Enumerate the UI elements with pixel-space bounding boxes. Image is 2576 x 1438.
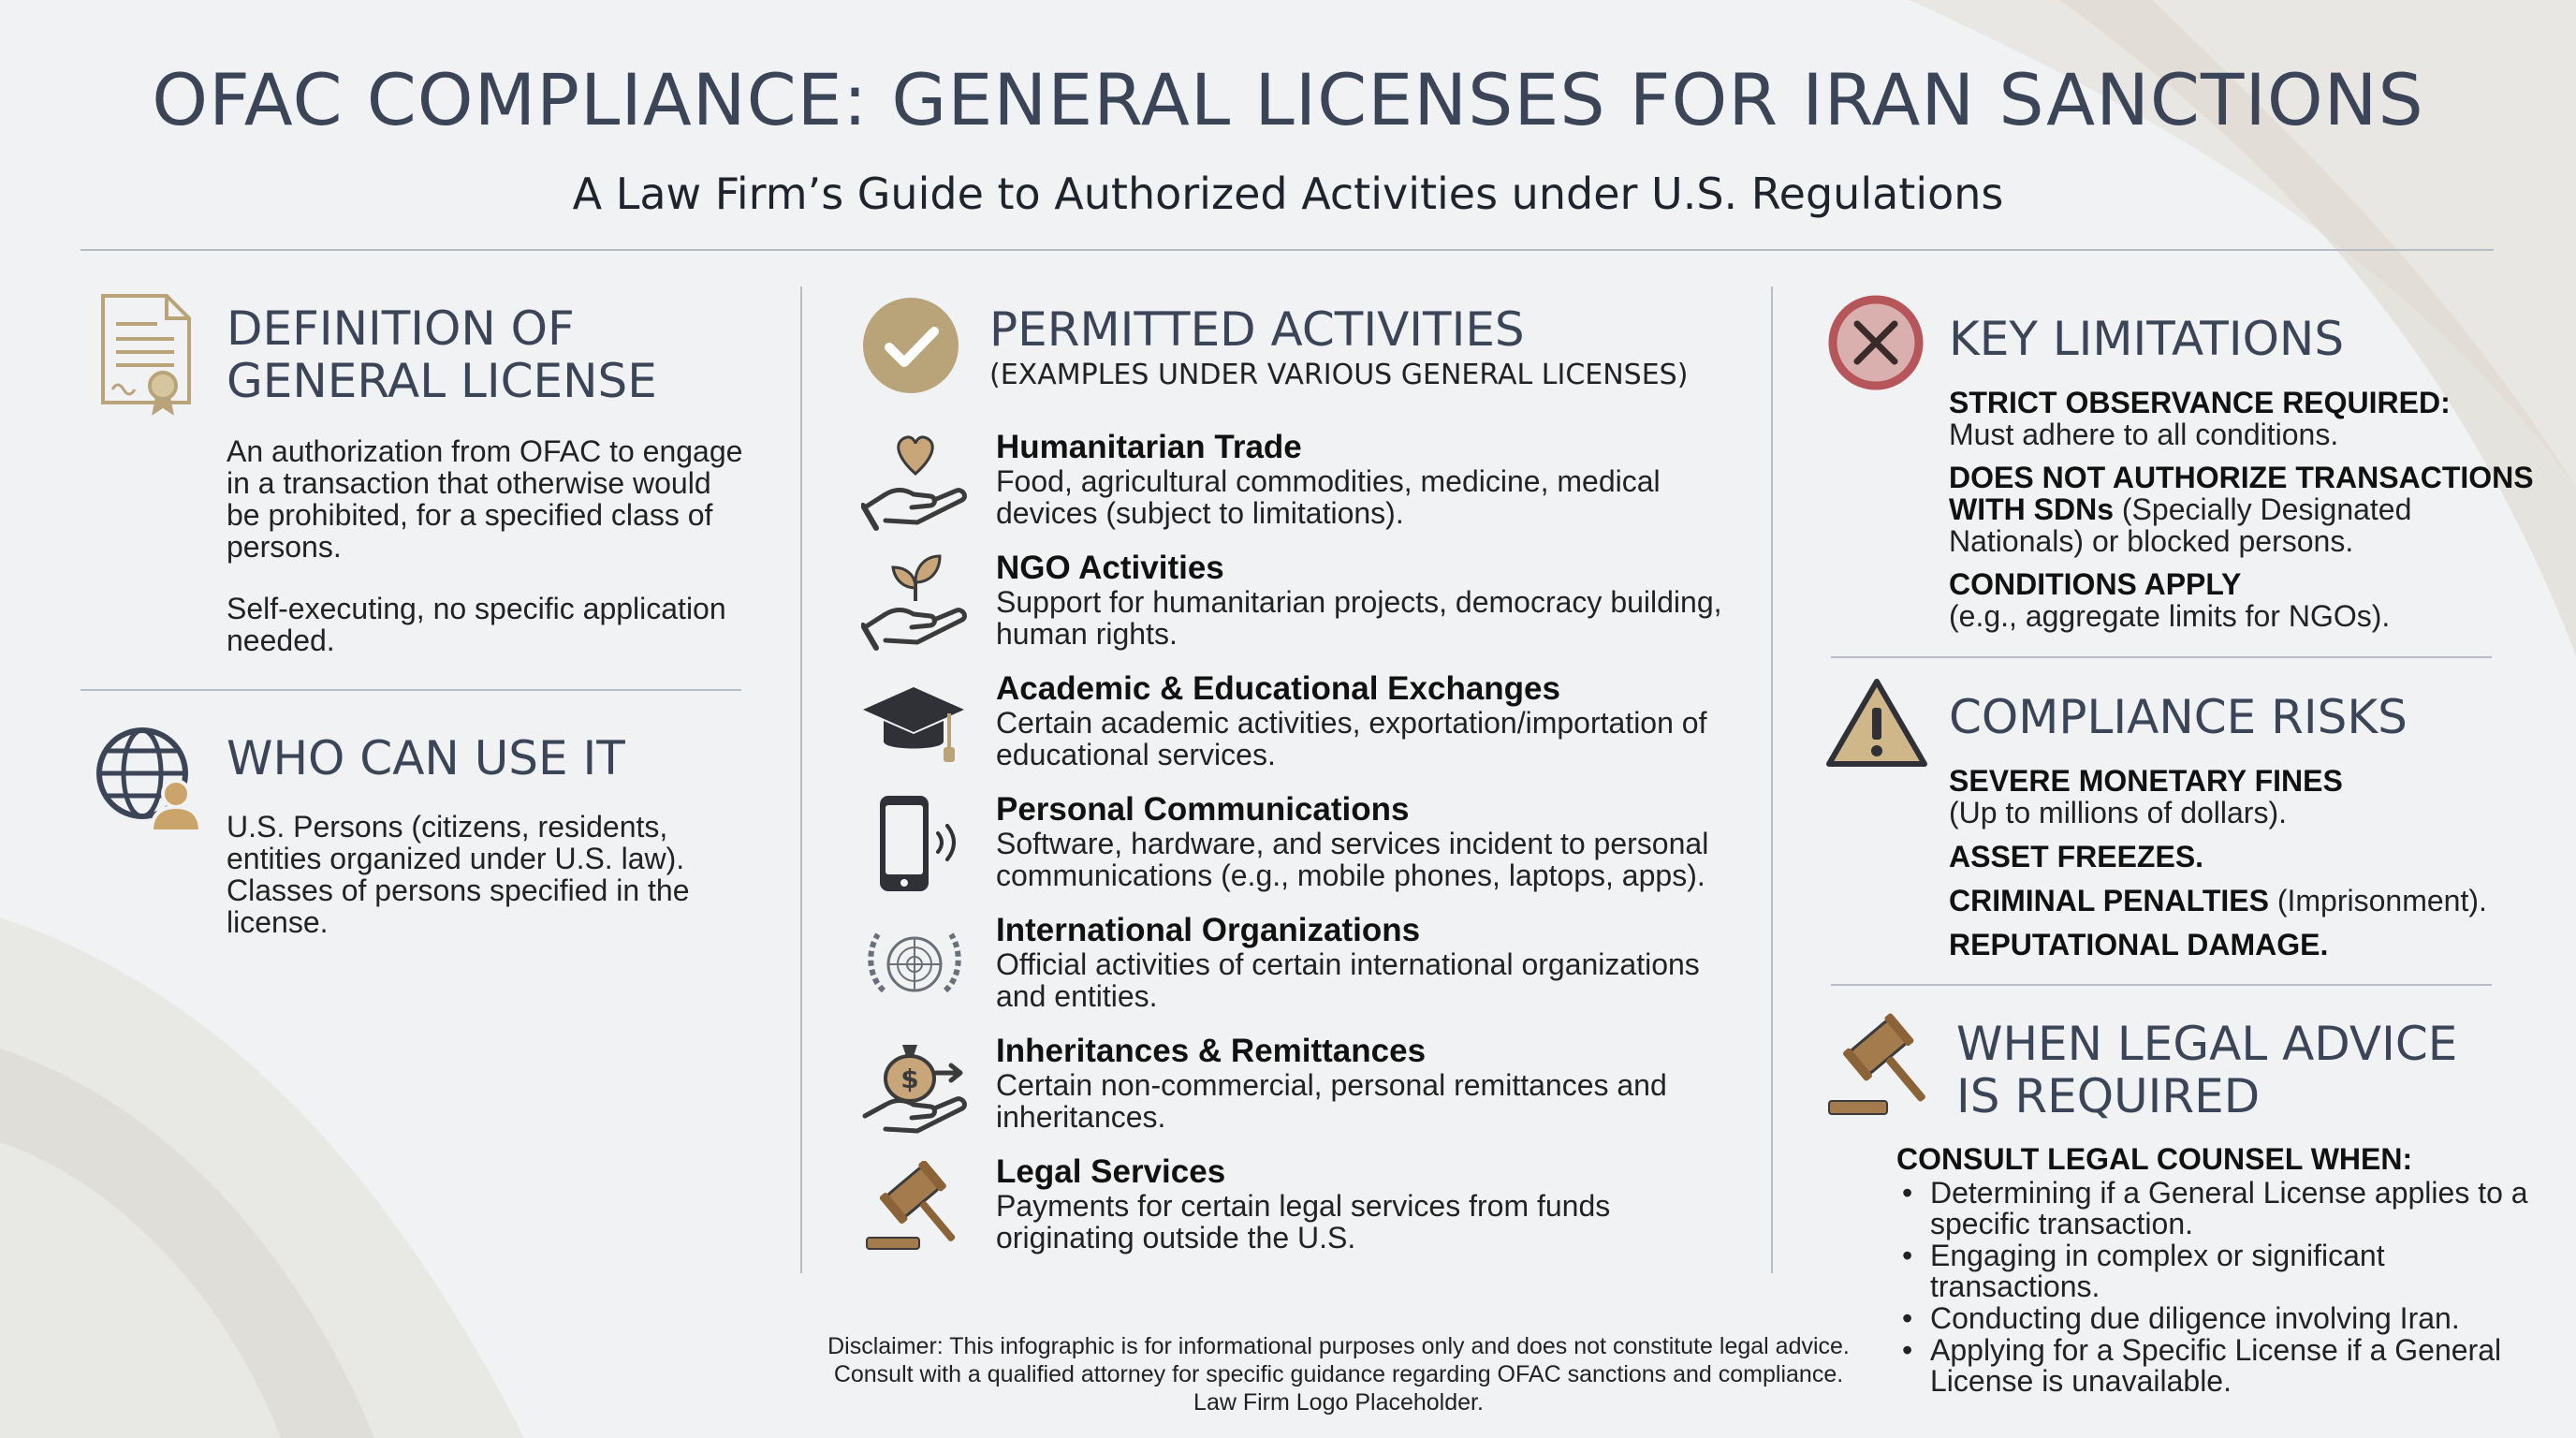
- hand-sprout-icon: [861, 552, 970, 652]
- who-title: WHO CAN USE IT: [227, 731, 625, 785]
- limitation-text: (e.g., aggregate limits for NGOs).: [1949, 599, 2391, 633]
- risk-text: (Imprisonment).: [2268, 884, 2487, 917]
- svg-text:$: $: [900, 1064, 919, 1094]
- activity-title: NGO Activities: [996, 550, 1224, 586]
- risk-text: (Up to millions of dollars).: [1949, 796, 2287, 829]
- checkmark-circle-icon: [861, 296, 960, 395]
- activity-title: Personal Communications: [996, 791, 1410, 828]
- risk-heading: CRIMINAL PENALTIES: [1949, 884, 2269, 917]
- definition-title: [227, 302, 657, 407]
- un-emblem-icon: [863, 921, 966, 1007]
- activity-description: Payments for certain legal services from funds originating outside the U.S.: [996, 1189, 1611, 1255]
- graduation-cap-icon: [859, 682, 968, 766]
- activity-item: [996, 1154, 1745, 1254]
- globe-person-icon: [94, 725, 206, 833]
- activity-item: [996, 792, 1745, 891]
- limitations-title: KEY LIMITATIONS: [1949, 312, 2345, 366]
- activity-description: Software, hardware, and services incident to personal communications (e.g., mobile phones, laptops, apps).: [996, 827, 1709, 892]
- left-section-divider: [80, 689, 741, 691]
- warning-icon: [1825, 676, 1928, 770]
- column-divider-left: [800, 286, 802, 1273]
- disclaimer: [730, 1332, 1947, 1416]
- permitted-title: PERMITTED ACTIVITIES: [989, 302, 1525, 357]
- activity-title: Inheritances & Remittances: [996, 1033, 1427, 1069]
- gavel-icon: [861, 1161, 964, 1255]
- activity-description: Support for humanitarian projects, democracy building, human rights.: [996, 585, 1722, 651]
- page-subtitle: A Law Firm’s Guide to Authorized Activities under U.S. Regulations: [572, 169, 2004, 219]
- limitation-item: [1949, 568, 2548, 632]
- activity-description: Certain non-commercial, personal remittances and inheritances.: [996, 1068, 1667, 1134]
- list-item: • Engaging in complex or significant transactions.: [1896, 1240, 2533, 1302]
- activity-item: [996, 671, 1745, 770]
- consult-heading: CONSULT LEGAL COUNSEL WHEN:: [1896, 1142, 2413, 1176]
- limitation-item: [1949, 462, 2548, 557]
- header-divider: [80, 249, 2494, 251]
- limitation-text: Must adhere to all conditions.: [1949, 418, 2339, 451]
- hand-heart-icon: [861, 431, 970, 534]
- logo-placeholder: Law Firm Logo Placeholder.: [1193, 1389, 1484, 1416]
- disclaimer-line1: Disclaimer: This infographic is for informational purposes only and does not constitute legal advice.: [827, 1333, 1850, 1359]
- consult-list: [1896, 1178, 2533, 1398]
- definition-title-line2: GENERAL LICENSE: [227, 354, 657, 408]
- right-section-divider-1: [1831, 656, 2492, 658]
- permitted-subtitle: (EXAMPLES UNDER VARIOUS GENERAL LICENSES): [989, 359, 1689, 391]
- who-text: U.S. Persons (citizens, residents, entities organized under U.S. law). Classes of persons specified in the license.: [227, 810, 690, 939]
- risk-item: [1949, 841, 2203, 873]
- activity-title: Academic & Educational Exchanges: [996, 670, 1560, 707]
- limitation-heading: DOES NOT AUTHORIZE TRANSACTIONS WITH SDNs: [1949, 461, 2534, 526]
- risks-title: COMPLIANCE RISKS: [1949, 690, 2408, 744]
- risk-heading: REPUTATIONAL DAMAGE.: [1949, 928, 2329, 961]
- page-title: OFAC COMPLIANCE: GENERAL LICENSES FOR IRAN SANCTIONS: [152, 58, 2424, 141]
- activity-description: Food, agricultural commodities, medicine, medical devices (subject to limitations).: [996, 464, 1661, 530]
- certificate-icon: [97, 292, 195, 418]
- risk-item: [1949, 929, 2328, 961]
- risk-heading: SEVERE MONETARY FINES: [1949, 764, 2343, 798]
- activity-title: International Organizations: [996, 912, 1421, 948]
- legal-advice-title-line1: WHEN LEGAL ADVICE: [1956, 1017, 2458, 1071]
- definition-text: An authorization from OFAC to engage in a transaction that otherwise would be prohibited, for a specified class of persons.: [227, 434, 743, 564]
- activity-title: Legal Services: [996, 1153, 1226, 1190]
- column-divider-right: [1771, 286, 1773, 1273]
- limitation-item: [1949, 387, 2548, 450]
- limitation-heading: CONDITIONS APPLY: [1949, 567, 2242, 601]
- gavel-icon: [1823, 1011, 1932, 1120]
- activity-description: Certain academic activities, exportation/importation of educational services.: [996, 706, 1707, 771]
- money-bag-hand-icon: [861, 1035, 970, 1138]
- limitation-text: (Specially Designated Nationals) or blocked persons.: [1949, 492, 2412, 558]
- right-section-divider-2: [1831, 984, 2492, 986]
- activity-description: Official activities of certain international organizations and entities.: [996, 947, 1700, 1013]
- limitation-heading: STRICT OBSERVANCE REQUIRED:: [1949, 386, 2451, 419]
- risk-item: [1949, 765, 2343, 829]
- risk-item: [1949, 885, 2487, 917]
- list-item: • Applying for a Specific License if a General License is unavailable.: [1896, 1335, 2533, 1397]
- activity-item: [996, 1034, 1745, 1133]
- prohibited-icon: [1827, 294, 1925, 391]
- legal-advice-title: [1956, 1018, 2457, 1123]
- legal-advice-title-line2: IS REQUIRED: [1956, 1069, 2261, 1123]
- activity-item: [996, 550, 1745, 650]
- risk-heading: ASSET FREEZES.: [1949, 840, 2204, 873]
- activity-item: [996, 913, 1745, 1012]
- definition-title-line1: DEFINITION OF: [227, 301, 575, 356]
- definition-note: Self-executing, no specific application needed.: [227, 592, 726, 657]
- activity-title: Humanitarian Trade: [996, 429, 1302, 465]
- activity-item: [996, 430, 1745, 529]
- list-item: • Conducting due diligence involving Iran.: [1896, 1303, 2533, 1334]
- mobile-phone-icon: [876, 794, 966, 893]
- list-item: • Determining if a General License applies to a specific transaction.: [1896, 1178, 2533, 1240]
- disclaimer-line2: Consult with a qualified attorney for specific guidance regarding OFAC sanctions and compliance.: [833, 1361, 1844, 1387]
